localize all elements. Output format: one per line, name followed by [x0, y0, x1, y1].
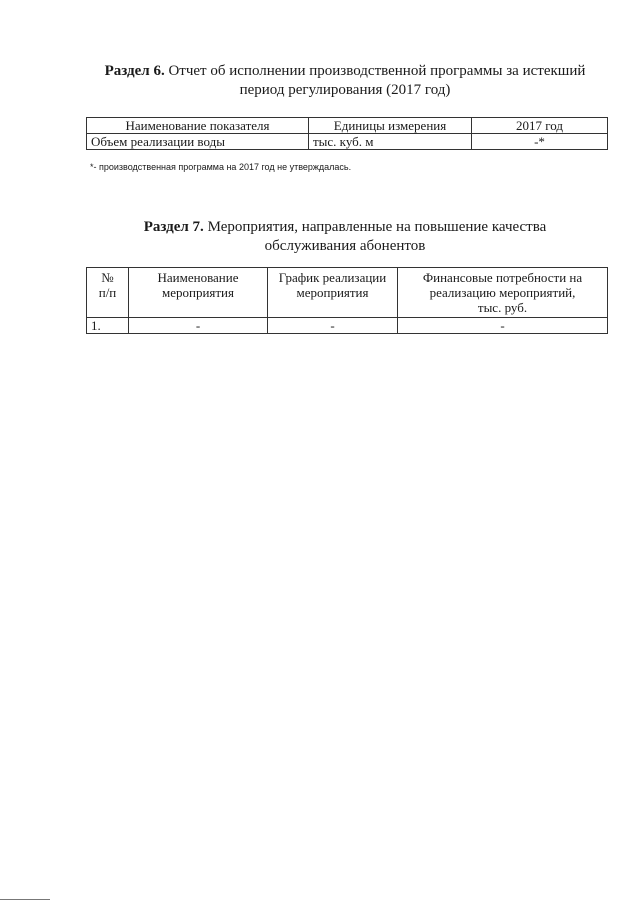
- header-number-line1: №: [101, 270, 114, 285]
- section-6-title-line2: период регулирования (2017 год): [239, 82, 451, 98]
- header-activity-name-line1: Наименование: [157, 270, 239, 285]
- table-row: [87, 134, 608, 150]
- section-7-title-line1: Мероприятия, направленные на повышение качества: [203, 219, 547, 235]
- header-number: [87, 268, 129, 318]
- header-activity-name-line2: мероприятия: [161, 285, 234, 300]
- header-schedule-line1: График реализации: [278, 270, 387, 285]
- section-7-title-line2: обслуживания абонентов: [264, 238, 426, 254]
- section-7-table: [86, 267, 608, 334]
- header-year: 2017 год: [472, 118, 608, 134]
- cell-finance: -: [398, 318, 608, 334]
- cell-indicator: Объем реализации воды: [87, 134, 309, 150]
- section-6-footnote: *- производственная программа на 2017 год не утверждалась.: [90, 162, 352, 172]
- bottom-divider: [0, 899, 50, 900]
- header-units: Единицы измерения: [309, 118, 472, 134]
- cell-number: 1.: [87, 318, 129, 334]
- header-finance-line1: Финансовые потребности на: [422, 270, 583, 285]
- header-number-line2: п/п: [98, 285, 117, 300]
- header-schedule: [268, 268, 398, 318]
- cell-activity-name: -: [129, 318, 268, 334]
- cell-units: тыс. куб. м: [309, 134, 472, 150]
- header-finance: [398, 268, 608, 318]
- section-6-heading: [90, 62, 600, 100]
- header-activity-name: [129, 268, 268, 318]
- section-7-heading: [120, 218, 570, 256]
- header-finance-line3: тыс. руб.: [477, 300, 528, 315]
- section-7-label: Раздел 7.: [143, 219, 204, 235]
- cell-value: -*: [472, 134, 608, 150]
- header-indicator-name: Наименование показателя: [87, 118, 309, 134]
- table-row: [87, 318, 608, 334]
- table-header-row: [87, 268, 608, 318]
- table-header-row: [87, 118, 608, 134]
- section-6-label: Раздел 6.: [104, 63, 165, 79]
- header-schedule-line2: мероприятия: [296, 285, 369, 300]
- header-finance-line2: реализацию мероприятий,: [429, 285, 576, 300]
- section-6-table: [86, 117, 608, 150]
- section-6-title-line1: Отчет об исполнении производственной программы за истекший: [164, 63, 586, 79]
- cell-schedule: -: [268, 318, 398, 334]
